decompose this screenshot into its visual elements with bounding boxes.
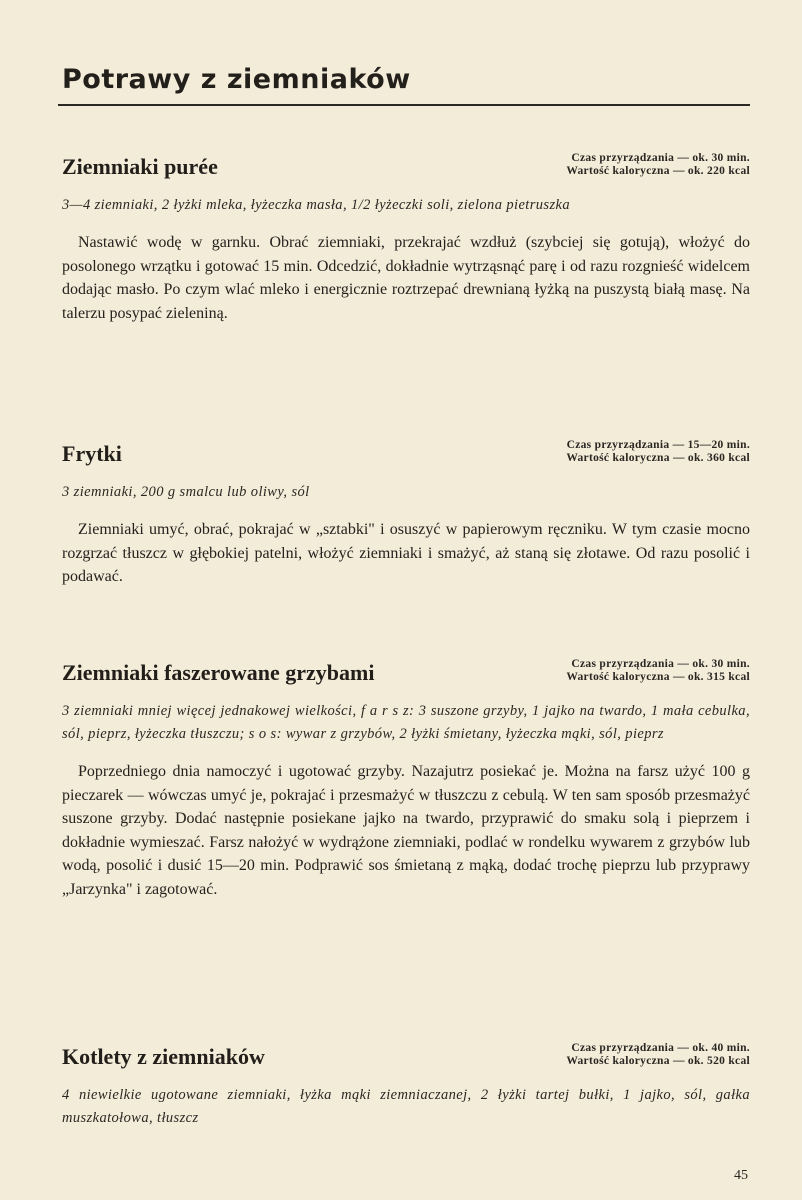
recipe-frytki [62,433,750,589]
recipe-title: Frytki [62,441,122,466]
recipe-title: Ziemniaki faszerowane grzybami [62,660,375,685]
method: Ziemniaki umyć, obrać, pokrajać w „sztabki" i osuszyć w papierowym ręczniku. W tym czasie mocno rozgrzać tłuszcz w głębokiej patelni, włożyć ziemniaki i smażyć, aż staną się złotawe. Od razu posolić i podawać. [62,521,750,586]
prep-time: Czas przyrządzania — ok. 30 min. [571,658,750,670]
chapter-rule [58,104,750,106]
calorie-value: Wartość kaloryczna — ok. 315 kcal [566,671,750,683]
recipe-kotlety-z-ziemniakow [62,1036,750,1130]
prep-time: Czas przyrządzania — ok. 30 min. [571,152,750,164]
recipe-header [62,1036,750,1070]
recipe-title: Kotlety z ziemniaków [62,1044,265,1069]
ingredients: 3—4 ziemniaki, 2 łyżki mleka, łyżeczka masła, 1/2 łyżeczki soli, zielona pietruszka [62,197,570,213]
recipe-title: Ziemniaki purée [62,154,218,179]
recipe-header [62,146,750,180]
recipe-header [62,433,750,467]
calorie-value: Wartość kaloryczna — ok. 360 kcal [566,452,750,464]
recipe-ziemniaki-puree [62,146,750,325]
recipe-meta [566,152,750,178]
recipe-meta [566,1042,750,1068]
chapter-title: Potrawy z ziemniaków [62,64,411,95]
recipe-meta [566,658,750,684]
ingredients: 4 niewielkie ugotowane ziemniaki, łyżka mąki ziemniaczanej, 2 łyżki tartej bułki, 1 jajko, sól, gałka muszkatołowa, tłuszcz [62,1087,750,1126]
method: Nastawić wodę w garnku. Obrać ziemniaki, przekrajać wzdłuż (szybciej się gotują), włożyć do posolonego wrzątku i gotować 15 min. Odcedzić, dokładnie wytrząsnąć parę i od razu rozgnieść widelcem dodając masło. Po czym wlać mleko i energicznie roztrzepać drewnianą łyżką na puszystą białą masę. Na talerzu posypać zieleniną. [62,234,750,322]
recipe-header [62,652,750,686]
recipe-meta [566,439,750,465]
page-number: 45 [734,1168,748,1183]
calorie-value: Wartość kaloryczna — ok. 220 kcal [566,165,750,177]
ingredients: 3 ziemniaki mniej więcej jednakowej wielkości, f a r s z: 3 suszone grzyby, 1 jajko na twardo, 1 mała cebulka, sól, pieprz, łyżeczka tłuszczu; s o s: wywar z grzybów, 2 łyżki śmietany, łyżeczka mąki, sól, pieprz [62,703,750,742]
calorie-value: Wartość kaloryczna — ok. 520 kcal [566,1055,750,1067]
method: Poprzedniego dnia namoczyć i ugotować grzyby. Nazajutrz posiekać je. Można na farsz użyć 100 g pieczarek — wówczas umyć je, pokrajać i przesmażyć w tłuszczu z cebulą. W ten sam sposób przesmażyć suszone grzyby. Dodać następnie posiekane jajko na twardo, przyprawić do smaku solą i pieprzem i dokładnie wymieszać. Farsz nałożyć w wydrążone ziemniaki, podlać w rondelku wywarem z grzybów lub wodą, posolić i dusić 15—20 min. Podprawić sos śmietaną z mąką, dodać trochę pieprzu lub przyprawy „Jarzynka" i zagotować. [62,763,750,898]
ingredients: 3 ziemniaki, 200 g smalcu lub oliwy, sól [62,484,310,500]
prep-time: Czas przyrządzania — 15—20 min. [566,439,750,451]
prep-time: Czas przyrządzania — ok. 40 min. [571,1042,750,1054]
recipe-ziemniaki-faszerowane [62,652,750,902]
